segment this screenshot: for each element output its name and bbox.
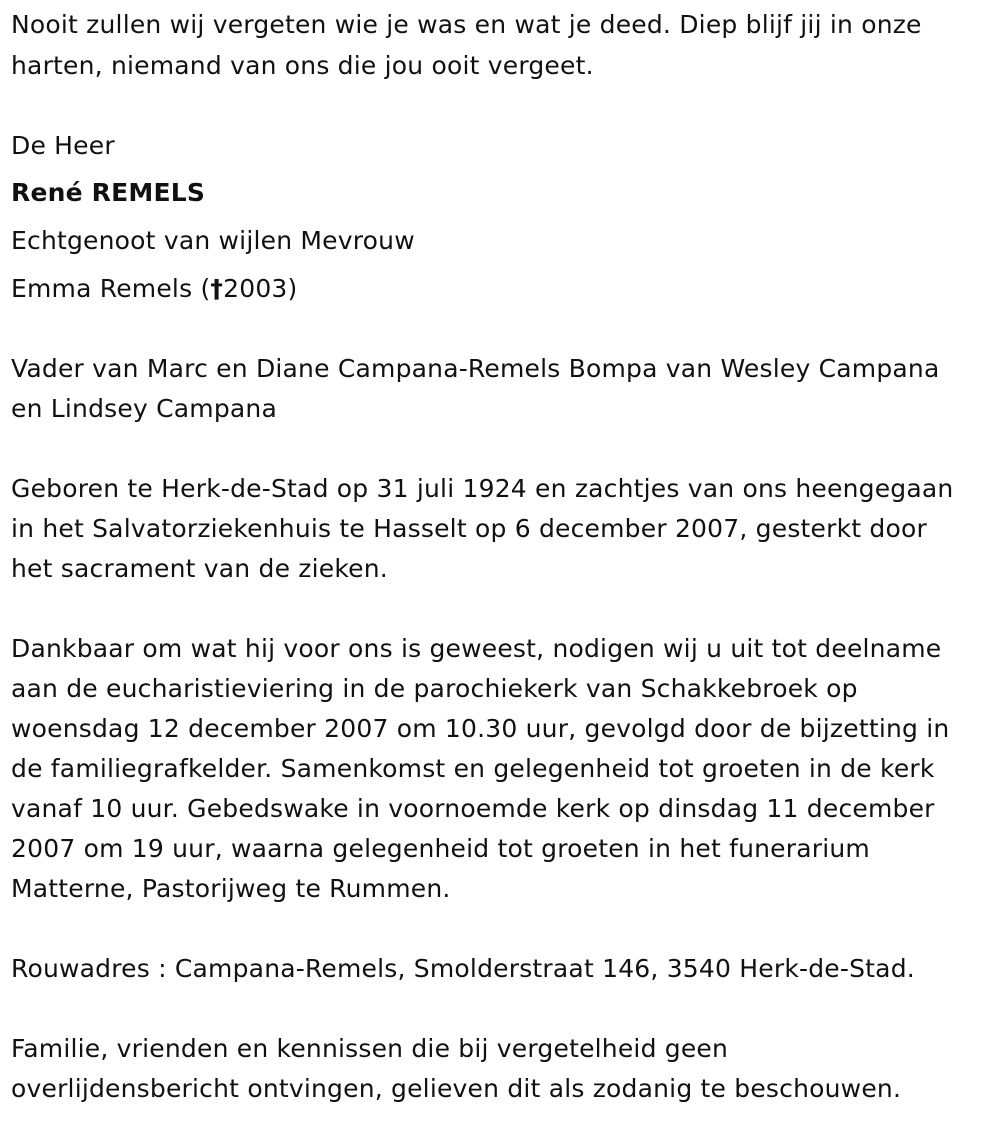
birth-death-line-1: Geboren te Herk-de-Stad op 31 juli 1924 en zachtjes van ons heengegaan <box>11 474 954 503</box>
ceremony-line-2: aan de eucharistieviering in de parochiekerk van Schakkebroek op <box>11 674 858 703</box>
ceremony-line-1: Dankbaar om wat hij voor ons is geweest, nodigen wij u uit tot deelname <box>11 634 942 663</box>
birth-death-line-3: het sacrament van de zieken. <box>11 554 388 583</box>
spouse-line: Echtgenoot van wijlen Mevrouw <box>11 226 415 255</box>
ceremony-line-5: vanaf 10 uur. Gebedswake in voornoemde kerk op dinsdag 11 december <box>11 794 935 823</box>
closing-line-1: Familie, vrienden en kennissen die bij vergetelheid geen <box>11 1034 729 1063</box>
family-line-1: Vader van Marc en Diane Campana-Remels Bompa van Wesley Campana <box>11 354 940 383</box>
ceremony-line-6: 2007 om 19 uur, waarna gelegenheid tot groeten in het funerarium <box>11 834 870 863</box>
spouse-year: 2003) <box>223 274 298 303</box>
mourning-address: Rouwadres : Campana-Remels, Smolderstraat 146, 3540 Herk-de-Stad. <box>11 954 915 983</box>
family-line-2: en Lindsey Campana <box>11 394 277 423</box>
intro-line-2: harten, niemand van ons die jou ooit vergeet. <box>11 51 594 80</box>
deceased-name: René REMELS <box>11 178 206 207</box>
spouse-name-line <box>11 274 298 304</box>
spouse-name: Emma Remels ( <box>11 274 211 303</box>
ceremony-line-7: Matterne, Pastorijweg te Rummen. <box>11 874 451 903</box>
ceremony-line-4: de familiegrafkelder. Samenkomst en gelegenheid tot groeten in de kerk <box>11 754 935 783</box>
birth-death-line-2: in het Salvatorziekenhuis te Hasselt op 6 december 2007, gesterkt door <box>11 514 927 543</box>
cross-icon: † <box>210 274 224 303</box>
closing-line-2: overlijdensbericht ontvingen, gelieven dit als zodanig te beschouwen. <box>11 1074 902 1103</box>
ceremony-line-3: woensdag 12 december 2007 om 10.30 uur, gevolgd door de bijzetting in <box>11 714 950 743</box>
intro-line-1: Nooit zullen wij vergeten wie je was en wat je deed. Diep blijf jij in onze <box>11 10 922 39</box>
salutation: De Heer <box>11 131 115 160</box>
